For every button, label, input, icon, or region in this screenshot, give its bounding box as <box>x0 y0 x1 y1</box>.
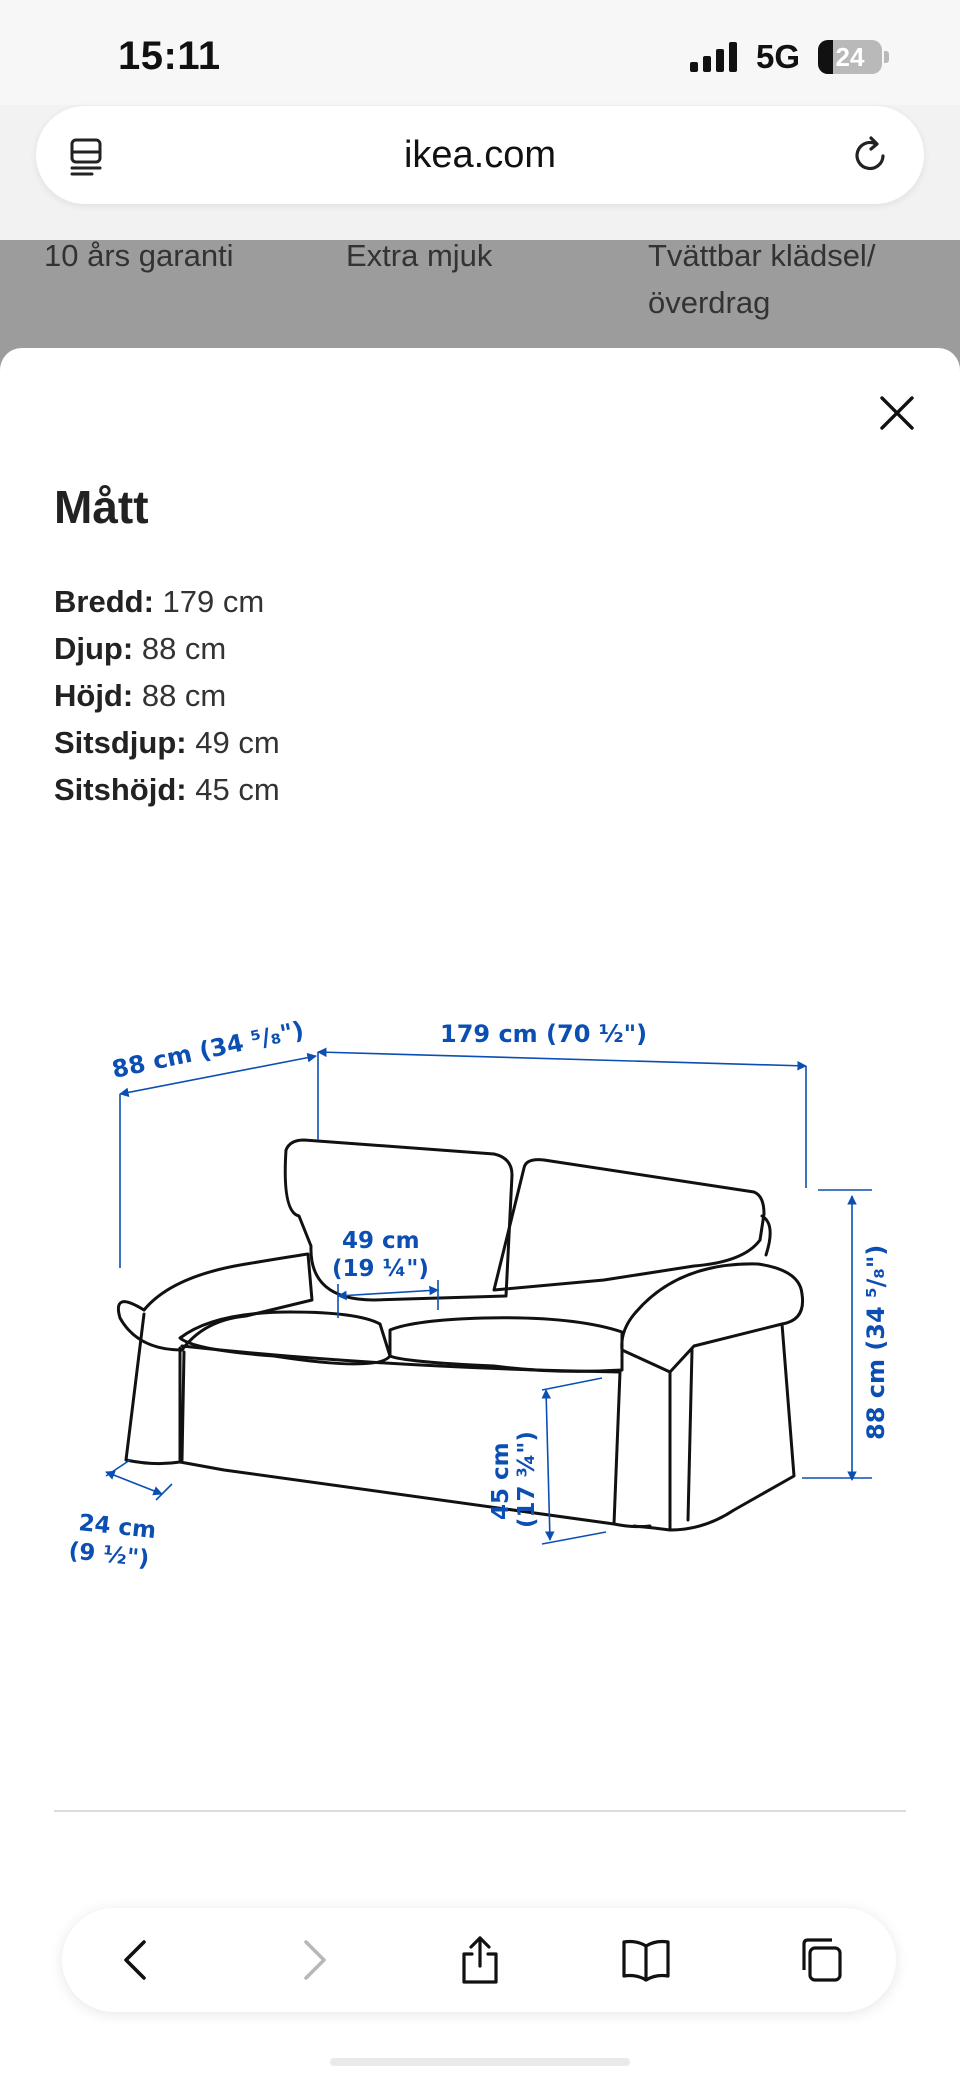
status-bar <box>0 0 960 105</box>
battery-level: 24 <box>835 42 865 72</box>
reload-icon[interactable] <box>850 134 892 176</box>
signal-icon <box>690 42 742 72</box>
sofa-drawing <box>118 1140 802 1530</box>
feature-warranty: 10 års garanti <box>44 238 234 273</box>
list-item: Sitshöjd: 45 cm <box>54 772 280 807</box>
home-indicator <box>330 2058 630 2066</box>
seat-depth-label: 49 cm <box>342 1228 420 1254</box>
feature-washable: Tvättbar klädsel/ överdrag <box>648 238 876 320</box>
width-label: 179 cm (70 ½") <box>440 1020 648 1048</box>
url-text[interactable]: ikea.com <box>403 134 557 176</box>
bookmarks-icon[interactable] <box>620 1934 672 1986</box>
tabs-overview-icon[interactable] <box>794 1934 846 1986</box>
list-item: Sitsdjup: 49 cm <box>54 725 280 760</box>
share-icon[interactable] <box>454 1934 506 1986</box>
back-icon[interactable] <box>110 1934 162 1986</box>
depth-label: 88 cm (34 ⁵/₈") <box>109 1015 307 1084</box>
seat-height-label-imperial: (17 ¾") <box>514 1431 540 1528</box>
forward-icon[interactable] <box>288 1934 340 1986</box>
seat-depth-label-imperial: (19 ¼") <box>332 1256 429 1282</box>
list-item: Bredd: 179 cm <box>54 584 265 619</box>
height-label: 88 cm (34 ⁵/₈") <box>862 1244 890 1440</box>
dimension-list <box>54 578 280 813</box>
battery-icon <box>818 40 890 74</box>
status-time: 15:11 <box>118 34 221 78</box>
sheet-title: Mått <box>54 481 149 533</box>
sofa-dimension-diagram <box>54 1000 914 1600</box>
list-item: Djup: 88 cm <box>54 631 227 666</box>
tabs-icon[interactable] <box>68 136 108 176</box>
list-item: Höjd: 88 cm <box>54 678 227 713</box>
close-icon[interactable] <box>876 392 918 434</box>
feature-soft: Extra mjuk <box>346 238 493 273</box>
divider <box>54 1810 906 1812</box>
address-bar[interactable] <box>36 106 924 204</box>
leg-label-imperial: (9 ½") <box>67 1538 151 1573</box>
leg-label: 24 cm <box>77 1510 158 1545</box>
network-type: 5G <box>756 38 801 75</box>
browser-toolbar <box>62 1908 896 2012</box>
seat-height-label: 45 cm <box>488 1442 514 1520</box>
